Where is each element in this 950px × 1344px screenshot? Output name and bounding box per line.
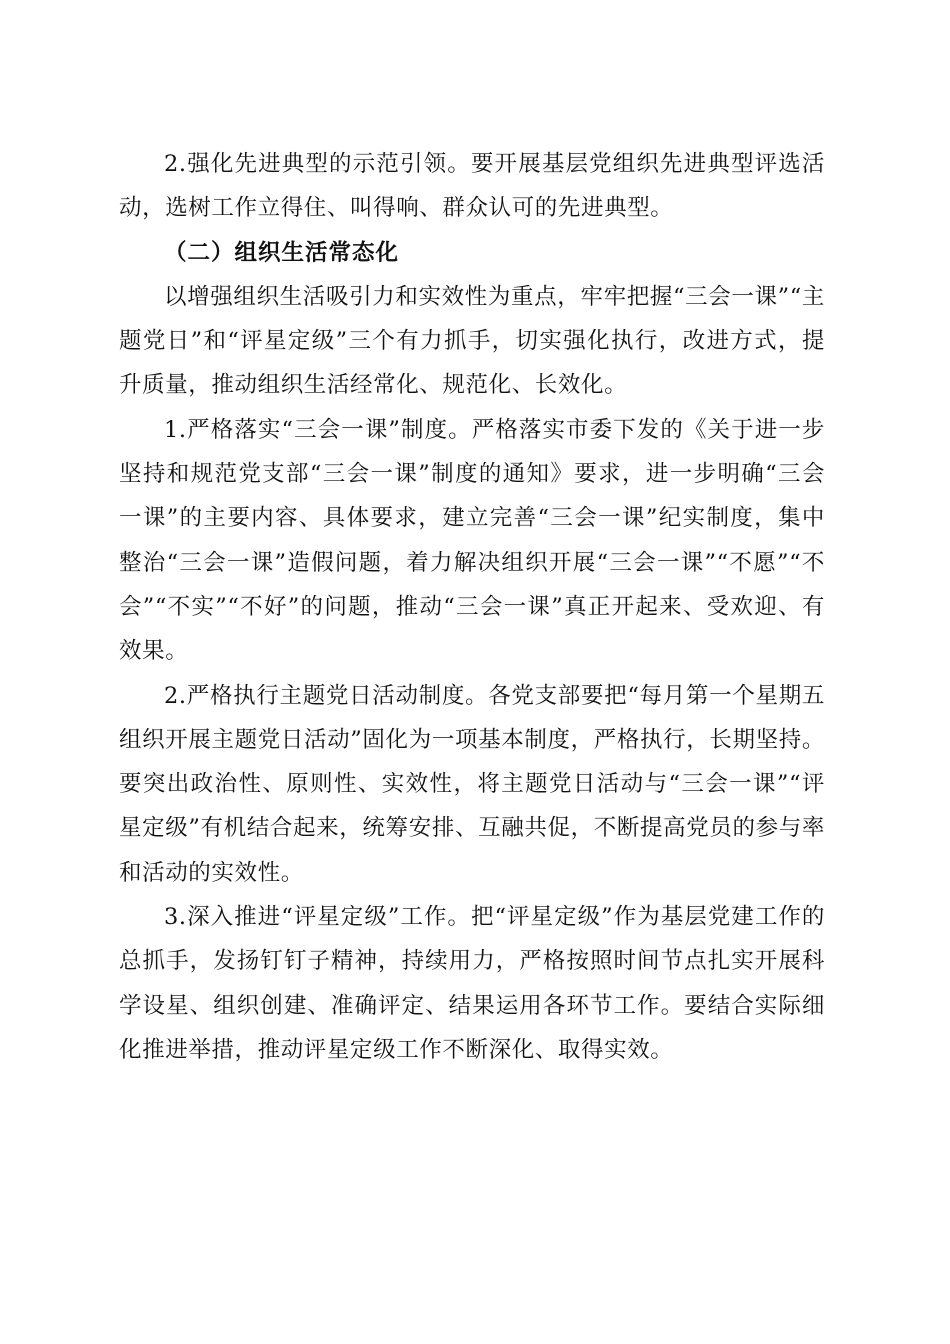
paragraph-organization-life-intro: 以增强组织生活吸引力和实效性为重点，牢牢把握“三会一课”“主题党日”和“评星定级”三个有力抓手，切实强化执行，改进方式，提升质量，推动组织生活经常化、规范化、长效化。 [119,283,825,399]
paragraph-advanced-models: 2.强化先进典型的示范引领。要开展基层党组织先进典型评选活动，选树工作立得住、叫得响、群众认可的先进典型。 [119,151,825,222]
document-body [119,142,825,1072]
paragraph-three-meetings-one-lesson: 1.严格落实“三会一课”制度。严格落实市委下发的《关于进一步坚持和规范党支部“三会一课”制度的通知》要求，进一步明确“三会一课”的主要内容、具体要求，建立完善“三会一课”纪实制度，集中整治“三会一课”造假问题，着力解决组织开展“三会一课”“不愿”“不会”“不实”“不好”的问题，推动“三会一课”真正开起来、受欢迎、有效果。 [119,416,825,665]
paragraph-star-rating: 3.深入推进“评星定级”工作。把“评星定级”作为基层党建工作的总抓手，发扬钉钉子精神，持续用力，严格按照时间节点扎实开展科学设星、组织创建、准确评定、结果运用各环节工作。要结合实际细化推进举措，推动评星定级工作不断深化、取得实效。 [119,904,825,1063]
paragraph-theme-party-day: 2.严格执行主题党日活动制度。各党支部要把“每月第一个星期五组织开展主题党日活动”固化为一项基本制度，严格执行，长期坚持。要突出政治性、原则性、实效性，将主题党日活动与“三会一课”“评星定级”有机结合起来，统筹安排、互融共促，不断提高党员的参与率和活动的实效性。 [119,682,825,886]
section-heading-organization-life: （二）组织生活常态化 [164,239,400,266]
